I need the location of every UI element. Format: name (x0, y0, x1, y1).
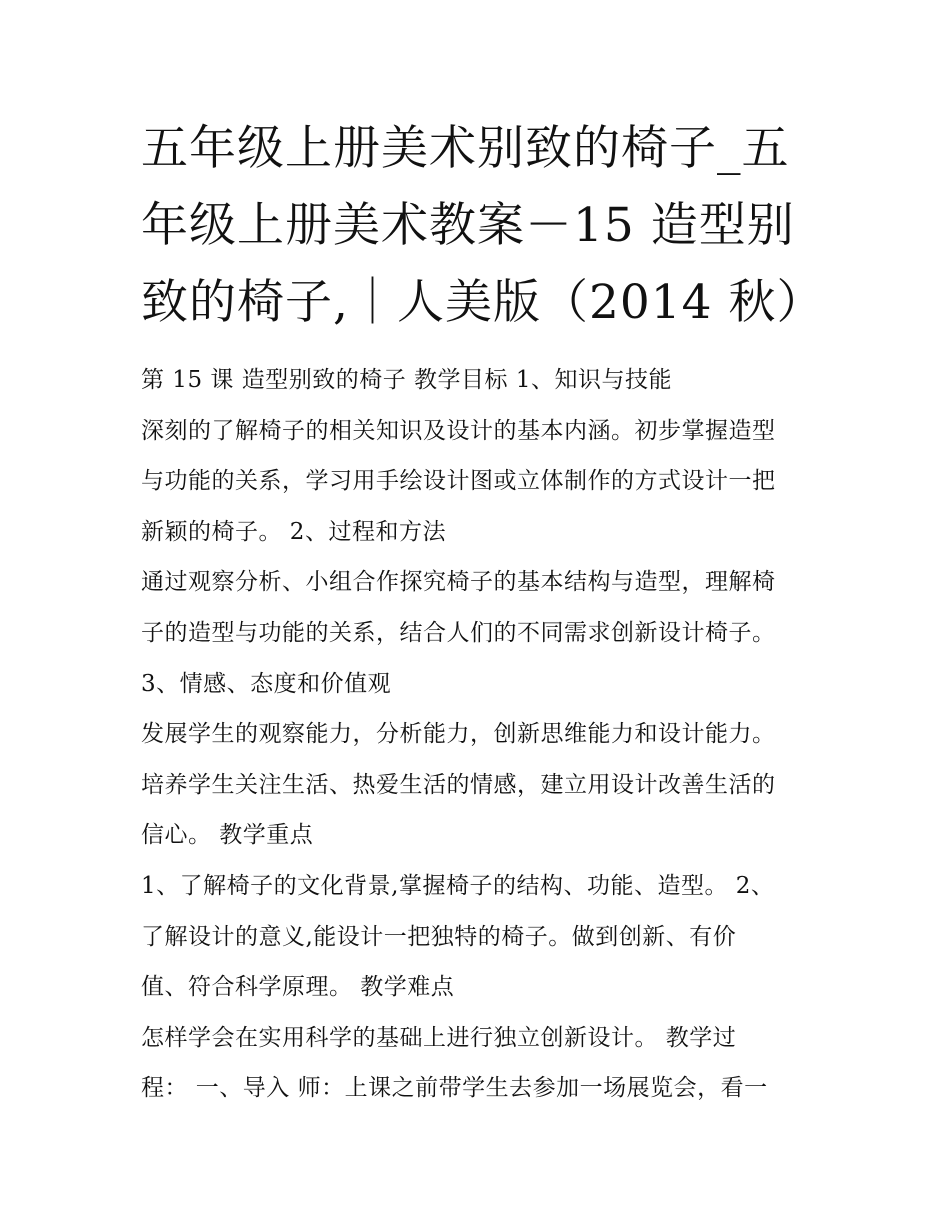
body-line: 值、符合科学原理。 教学难点 (141, 974, 455, 1001)
body-line: 怎样学会在实用科学的基础上进行独立创新设计。 教学过 (141, 1024, 737, 1051)
body-line: 1、了解椅子的文化背景,掌握椅子的结构、功能、造型。 2、 (141, 872, 775, 899)
body-line: 第 15 课 造型别致的椅子 教学目标 1、知识与技能 (141, 367, 672, 393)
title-line-3: 致的椅子,｜人美版（2014 秋） (141, 275, 825, 330)
document-body (141, 355, 821, 1114)
body-line: 通过观察分析、小组合作探究椅子的基本结构与造型，理解椅 (141, 569, 776, 596)
document-page (141, 110, 825, 1114)
body-line: 程： 一、导入 师：上课之前带学生去参加一场展览会，看一 (141, 1075, 768, 1102)
body-line: 深刻的了解椅子的相关知识及设计的基本内涵。初步掌握造型 (141, 417, 776, 444)
body-line: 培养学生关注生活、热爱生活的情感，建立用设计改善生活的 (141, 771, 776, 798)
body-line: 了解设计的意义,能设计一把独特的椅子。做到创新、有价 (141, 923, 737, 950)
document-title (141, 110, 825, 341)
body-line: 3、情感、态度和价值观 (141, 670, 392, 697)
body-line: 新颖的椅子。 2、过程和方法 (141, 518, 446, 545)
body-line: 信心。 教学重点 (141, 822, 314, 849)
title-line-2: 年级上册美术教案－15 造型别 (141, 198, 795, 253)
body-line: 子的造型与功能的关系，结合人们的不同需求创新设计椅子。 (141, 619, 776, 646)
title-line-1: 五年级上册美术别致的椅子_五 (141, 121, 790, 176)
body-line: 发展学生的观察能力，分析能力，创新思维能力和设计能力。 (141, 721, 776, 748)
body-line: 与功能的关系，学习用手绘设计图或立体制作的方式设计一把 (141, 468, 776, 495)
